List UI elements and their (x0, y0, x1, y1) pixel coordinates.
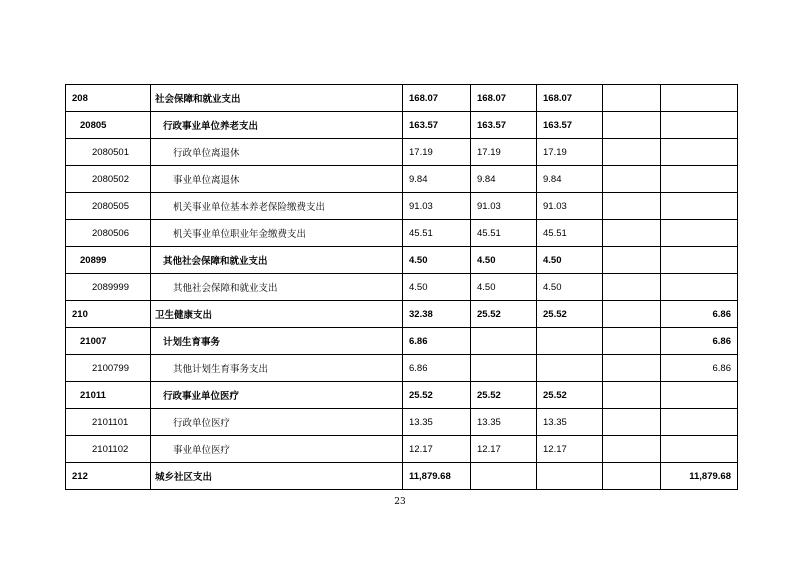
basic-subtotal-cell: 45.51 (537, 220, 603, 247)
project-expenditure-cell (603, 274, 661, 301)
subject-name-cell: 其他社会保障和就业支出 (151, 274, 403, 301)
basic-subtotal-cell: 12.17 (537, 436, 603, 463)
basic-expenditure-cell (471, 463, 537, 490)
subject-code-cell: 20899 (66, 247, 151, 274)
project-expenditure-cell (603, 112, 661, 139)
basic-subtotal-cell: 91.03 (537, 193, 603, 220)
other-expenditure-cell (661, 139, 738, 166)
basic-expenditure-cell: 13.35 (471, 409, 537, 436)
subject-name-cell: 其他计划生育事务支出 (151, 355, 403, 382)
total-amount-cell: 4.50 (403, 247, 471, 274)
subject-name-cell: 事业单位医疗 (151, 436, 403, 463)
subject-name-cell: 事业单位离退休 (151, 166, 403, 193)
other-expenditure-cell (661, 85, 738, 112)
subject-name-cell: 城乡社区支出 (151, 463, 403, 490)
subject-name-cell: 计划生育事务 (151, 328, 403, 355)
table-row (66, 328, 738, 355)
total-amount-cell: 13.35 (403, 409, 471, 436)
project-expenditure-cell (603, 301, 661, 328)
table-row (66, 355, 738, 382)
total-amount-cell: 32.38 (403, 301, 471, 328)
table-row (66, 274, 738, 301)
table-row (66, 463, 738, 490)
basic-subtotal-cell (537, 328, 603, 355)
subject-code-cell: 21007 (66, 328, 151, 355)
subject-name-cell: 行政单位离退休 (151, 139, 403, 166)
subject-name-cell: 行政事业单位养老支出 (151, 112, 403, 139)
basic-expenditure-cell: 25.52 (471, 382, 537, 409)
subject-code-cell: 2100799 (66, 355, 151, 382)
budget-table (65, 84, 738, 490)
subject-code-cell: 21011 (66, 382, 151, 409)
project-expenditure-cell (603, 139, 661, 166)
total-amount-cell: 9.84 (403, 166, 471, 193)
total-amount-cell: 91.03 (403, 193, 471, 220)
basic-subtotal-cell: 163.57 (537, 112, 603, 139)
subject-name-cell: 社会保障和就业支出 (151, 85, 403, 112)
basic-expenditure-cell: 163.57 (471, 112, 537, 139)
basic-subtotal-cell: 4.50 (537, 274, 603, 301)
subject-name-cell: 行政单位医疗 (151, 409, 403, 436)
basic-subtotal-cell: 13.35 (537, 409, 603, 436)
table-row (66, 85, 738, 112)
table-row (66, 382, 738, 409)
other-expenditure-cell: 6.86 (661, 301, 738, 328)
project-expenditure-cell (603, 436, 661, 463)
table-row (66, 166, 738, 193)
basic-expenditure-cell: 45.51 (471, 220, 537, 247)
total-amount-cell: 4.50 (403, 274, 471, 301)
subject-code-cell: 2101102 (66, 436, 151, 463)
other-expenditure-cell (661, 382, 738, 409)
total-amount-cell: 6.86 (403, 355, 471, 382)
subject-name-cell: 机关事业单位基本养老保险缴费支出 (151, 193, 403, 220)
table-row (66, 409, 738, 436)
total-amount-cell: 6.86 (403, 328, 471, 355)
subject-code-cell: 2080506 (66, 220, 151, 247)
project-expenditure-cell (603, 85, 661, 112)
basic-expenditure-cell: 25.52 (471, 301, 537, 328)
subject-code-cell: 20805 (66, 112, 151, 139)
subject-name-cell: 卫生健康支出 (151, 301, 403, 328)
project-expenditure-cell (603, 328, 661, 355)
table-row (66, 247, 738, 274)
table-row (66, 301, 738, 328)
basic-expenditure-cell: 4.50 (471, 247, 537, 274)
table-row (66, 193, 738, 220)
subject-name-cell: 机关事业单位职业年金缴费支出 (151, 220, 403, 247)
project-expenditure-cell (603, 355, 661, 382)
basic-expenditure-cell: 12.17 (471, 436, 537, 463)
other-expenditure-cell: 11,879.68 (661, 463, 738, 490)
other-expenditure-cell (661, 193, 738, 220)
project-expenditure-cell (603, 463, 661, 490)
table-row (66, 436, 738, 463)
total-amount-cell: 45.51 (403, 220, 471, 247)
project-expenditure-cell (603, 247, 661, 274)
basic-subtotal-cell: 25.52 (537, 382, 603, 409)
basic-subtotal-cell: 9.84 (537, 166, 603, 193)
subject-code-cell: 2101101 (66, 409, 151, 436)
basic-subtotal-cell: 168.07 (537, 85, 603, 112)
basic-subtotal-cell: 17.19 (537, 139, 603, 166)
project-expenditure-cell (603, 193, 661, 220)
budget-table-body (66, 85, 738, 490)
other-expenditure-cell (661, 220, 738, 247)
page-number: 23 (394, 497, 406, 507)
project-expenditure-cell (603, 409, 661, 436)
other-expenditure-cell: 6.86 (661, 328, 738, 355)
subject-name-cell: 行政事业单位医疗 (151, 382, 403, 409)
table-row (66, 139, 738, 166)
other-expenditure-cell: 6.86 (661, 355, 738, 382)
total-amount-cell: 12.17 (403, 436, 471, 463)
other-expenditure-cell (661, 247, 738, 274)
other-expenditure-cell (661, 436, 738, 463)
other-expenditure-cell (661, 409, 738, 436)
basic-expenditure-cell: 91.03 (471, 193, 537, 220)
basic-subtotal-cell: 4.50 (537, 247, 603, 274)
subject-code-cell: 208 (66, 85, 151, 112)
basic-expenditure-cell: 9.84 (471, 166, 537, 193)
subject-code-cell: 2080502 (66, 166, 151, 193)
basic-subtotal-cell (537, 355, 603, 382)
basic-expenditure-cell (471, 328, 537, 355)
other-expenditure-cell (661, 166, 738, 193)
subject-code-cell: 212 (66, 463, 151, 490)
basic-expenditure-cell: 4.50 (471, 274, 537, 301)
basic-expenditure-cell: 168.07 (471, 85, 537, 112)
total-amount-cell: 25.52 (403, 382, 471, 409)
basic-subtotal-cell: 25.52 (537, 301, 603, 328)
total-amount-cell: 11,879.68 (403, 463, 471, 490)
project-expenditure-cell (603, 220, 661, 247)
other-expenditure-cell (661, 274, 738, 301)
subject-code-cell: 2080505 (66, 193, 151, 220)
subject-name-cell: 其他社会保障和就业支出 (151, 247, 403, 274)
subject-code-cell: 2080501 (66, 139, 151, 166)
total-amount-cell: 168.07 (403, 85, 471, 112)
subject-code-cell: 2089999 (66, 274, 151, 301)
basic-subtotal-cell (537, 463, 603, 490)
total-amount-cell: 17.19 (403, 139, 471, 166)
project-expenditure-cell (603, 382, 661, 409)
basic-expenditure-cell: 17.19 (471, 139, 537, 166)
other-expenditure-cell (661, 112, 738, 139)
total-amount-cell: 163.57 (403, 112, 471, 139)
subject-code-cell: 210 (66, 301, 151, 328)
basic-expenditure-cell (471, 355, 537, 382)
table-row (66, 112, 738, 139)
table-row (66, 220, 738, 247)
project-expenditure-cell (603, 166, 661, 193)
